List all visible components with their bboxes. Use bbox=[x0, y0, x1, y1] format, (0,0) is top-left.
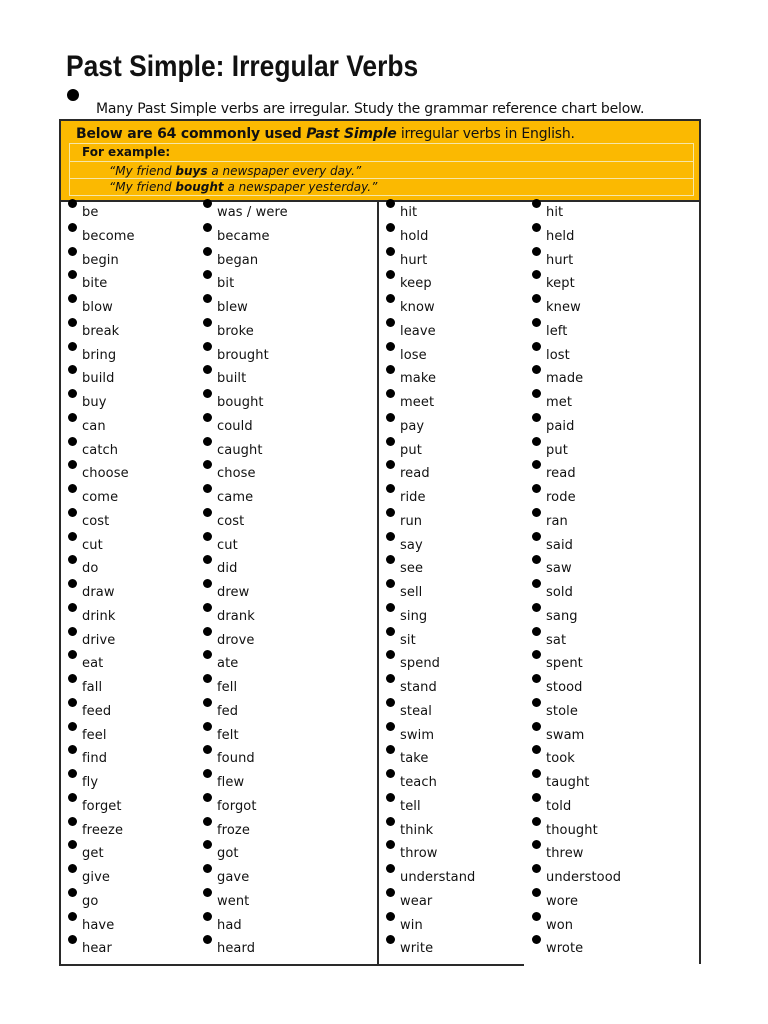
verb-base: pay bbox=[400, 418, 425, 434]
bullet-icon bbox=[68, 627, 77, 636]
bullet-icon bbox=[532, 864, 541, 873]
verb-past: found bbox=[217, 751, 255, 767]
banner-heading bbox=[76, 126, 575, 142]
bullet-icon bbox=[203, 864, 212, 873]
bullet-icon bbox=[203, 912, 212, 921]
bullet-icon bbox=[203, 508, 212, 517]
verb-base: eat bbox=[82, 656, 104, 672]
verb-past: did bbox=[217, 561, 238, 577]
bullet-icon bbox=[386, 437, 395, 446]
bullet-icon bbox=[68, 413, 77, 422]
bullet-icon bbox=[68, 864, 77, 873]
bullet-icon bbox=[532, 484, 541, 493]
verb-past: sang bbox=[546, 608, 578, 624]
verb-base: bite bbox=[82, 276, 108, 292]
verb-base: give bbox=[82, 870, 110, 885]
verb-base: think bbox=[400, 822, 434, 838]
bullet-icon bbox=[386, 247, 395, 256]
verb-past: wrote bbox=[546, 941, 584, 957]
verb-base: make bbox=[400, 371, 437, 387]
bullet-icon bbox=[532, 389, 541, 398]
bullet-icon bbox=[68, 389, 77, 398]
bullet-icon bbox=[203, 769, 212, 778]
bullet-icon bbox=[386, 912, 395, 921]
verb-base: wear bbox=[400, 893, 433, 909]
bullet-icon bbox=[532, 223, 541, 232]
verb-base: cut bbox=[82, 537, 103, 553]
verb-past: ran bbox=[546, 513, 568, 529]
verb-base: fly bbox=[82, 775, 99, 790]
bullet-icon bbox=[532, 294, 541, 303]
bullet-icon bbox=[386, 532, 395, 541]
bullet-icon bbox=[386, 864, 395, 873]
verb-past: drank bbox=[217, 608, 255, 624]
verb-base: sing bbox=[400, 608, 428, 624]
verb-past: held bbox=[546, 228, 575, 244]
bullet-icon bbox=[68, 294, 77, 303]
example-label-row bbox=[70, 144, 693, 162]
verb-past: built bbox=[217, 371, 247, 387]
bullet-icon bbox=[532, 698, 541, 707]
ex2-bold: bought bbox=[175, 180, 224, 194]
table-divider-middle bbox=[377, 202, 379, 966]
verb-base: put bbox=[400, 442, 422, 458]
bullet-icon bbox=[532, 674, 541, 683]
verb-past: won bbox=[546, 917, 574, 933]
verb-base: break bbox=[82, 323, 120, 339]
verb-base: fall bbox=[82, 680, 103, 695]
bullet-icon bbox=[68, 342, 77, 351]
verb-base: sit bbox=[400, 632, 416, 648]
verb-base: ride bbox=[400, 490, 426, 505]
verb-past: wore bbox=[546, 893, 579, 909]
verb-base: go bbox=[82, 893, 99, 909]
bullet-icon bbox=[386, 603, 395, 612]
verb-base: stand bbox=[400, 680, 437, 695]
bullet-icon bbox=[532, 722, 541, 731]
verb-base: drink bbox=[82, 608, 116, 624]
verb-past: got bbox=[217, 846, 239, 862]
verb-base: catch bbox=[82, 442, 119, 458]
verb-base: bring bbox=[82, 347, 117, 363]
verb-past: stood bbox=[546, 680, 583, 695]
verb-past: went bbox=[217, 893, 250, 909]
example-sentence-present bbox=[109, 164, 361, 178]
bullet-icon bbox=[203, 413, 212, 422]
verb-base: feel bbox=[82, 727, 107, 743]
verb-past: made bbox=[546, 371, 584, 387]
bullet-icon bbox=[532, 199, 541, 208]
verb-past: had bbox=[217, 917, 242, 933]
intro-text: Many Past Simple verbs are irregular. Study the grammar reference chart below. bbox=[96, 101, 645, 117]
ex1-pre: “My friend bbox=[109, 164, 176, 178]
bullet-icon bbox=[68, 603, 77, 612]
verb-past: blew bbox=[217, 300, 248, 315]
verb-base: spend bbox=[400, 656, 441, 672]
bullet-icon bbox=[386, 508, 395, 517]
bullet-icon bbox=[68, 532, 77, 541]
verb-past: paid bbox=[546, 418, 575, 434]
bullet-icon bbox=[203, 223, 212, 232]
verb-base: win bbox=[400, 917, 423, 933]
verb-base: do bbox=[82, 561, 99, 577]
bullet-icon bbox=[68, 318, 77, 327]
verb-past: broke bbox=[217, 323, 254, 339]
verb-base: drive bbox=[82, 632, 116, 648]
verb-past: flew bbox=[217, 775, 245, 790]
bullet-icon bbox=[532, 413, 541, 422]
bullet-icon bbox=[68, 437, 77, 446]
verb-past: knew bbox=[546, 300, 581, 315]
bullet-icon bbox=[203, 817, 212, 826]
bullet-icon bbox=[68, 888, 77, 897]
verb-past: put bbox=[546, 442, 568, 458]
verb-base: take bbox=[400, 751, 429, 767]
bullet-icon bbox=[68, 722, 77, 731]
verb-past: met bbox=[546, 395, 573, 410]
verb-base: understand bbox=[400, 870, 476, 885]
banner-heading-italic: Past Simple bbox=[306, 126, 397, 142]
verb-base: freeze bbox=[82, 822, 124, 838]
verb-past: froze bbox=[217, 822, 250, 838]
bullet-icon bbox=[532, 603, 541, 612]
bullet-icon bbox=[68, 674, 77, 683]
bullet-icon bbox=[386, 793, 395, 802]
bullet-icon bbox=[203, 579, 212, 588]
verb-past: spent bbox=[546, 656, 583, 672]
verb-past: fed bbox=[217, 703, 239, 719]
verb-past: stole bbox=[546, 703, 578, 719]
verb-base: hear bbox=[82, 941, 112, 957]
bullet-icon bbox=[203, 674, 212, 683]
bullet-icon bbox=[68, 579, 77, 588]
verb-past: hit bbox=[546, 205, 564, 220]
verb-past: caught bbox=[217, 442, 263, 458]
verb-base: keep bbox=[400, 276, 432, 292]
bullet-icon bbox=[68, 698, 77, 707]
example-row-1 bbox=[70, 162, 693, 179]
bullet-icon bbox=[532, 579, 541, 588]
verb-past: felt bbox=[217, 727, 239, 743]
verb-past: rode bbox=[546, 490, 576, 505]
bullet-icon bbox=[532, 318, 541, 327]
bullet-icon bbox=[532, 817, 541, 826]
verb-past: kept bbox=[546, 276, 575, 292]
verb-past: bit bbox=[217, 276, 235, 292]
ex1-post: a newspaper every day.” bbox=[207, 164, 362, 178]
verb-past: fell bbox=[217, 680, 238, 695]
verb-base: forget bbox=[82, 798, 122, 814]
verb-past: cost bbox=[217, 513, 245, 529]
verb-past: lost bbox=[546, 347, 570, 363]
verb-base: leave bbox=[400, 323, 436, 339]
bullet-icon bbox=[203, 532, 212, 541]
verb-past: bought bbox=[217, 395, 264, 410]
bullet-icon bbox=[386, 342, 395, 351]
bullet-icon bbox=[532, 342, 541, 351]
verb-base: sell bbox=[400, 585, 423, 600]
page-title: Past Simple: Irregular Verbs bbox=[66, 50, 419, 83]
verb-base: run bbox=[400, 513, 423, 529]
verb-base: meet bbox=[400, 395, 435, 410]
bullet-icon bbox=[203, 627, 212, 636]
bullet-icon bbox=[68, 912, 77, 921]
verb-past: gave bbox=[217, 870, 250, 885]
bullet-icon bbox=[532, 888, 541, 897]
bullet-icon bbox=[532, 437, 541, 446]
example-row-2 bbox=[70, 179, 693, 196]
verb-base: find bbox=[82, 751, 108, 767]
verb-past: began bbox=[217, 252, 259, 268]
verb-past: read bbox=[546, 466, 576, 482]
bullet-icon bbox=[68, 817, 77, 826]
bullet-icon bbox=[532, 627, 541, 636]
bullet-icon bbox=[386, 199, 395, 208]
verb-base: hurt bbox=[400, 252, 428, 268]
bullet-icon bbox=[203, 294, 212, 303]
bullet-icon bbox=[68, 508, 77, 517]
verb-past: drove bbox=[217, 632, 255, 648]
bullet-icon bbox=[203, 247, 212, 256]
verb-past: told bbox=[546, 798, 572, 814]
bullet-icon bbox=[386, 769, 395, 778]
bullet-icon bbox=[532, 508, 541, 517]
info-banner bbox=[59, 119, 701, 202]
verb-base: come bbox=[82, 490, 119, 505]
bullet-icon bbox=[203, 437, 212, 446]
bullet-icon bbox=[386, 223, 395, 232]
verb-past: saw bbox=[546, 561, 572, 577]
verb-base: lose bbox=[400, 347, 427, 363]
bullet-icon bbox=[67, 89, 79, 101]
bullet-icon bbox=[203, 698, 212, 707]
verb-base: steal bbox=[400, 703, 432, 719]
verb-base: write bbox=[400, 941, 434, 957]
verb-base: read bbox=[400, 466, 430, 482]
example-sentence-past bbox=[109, 180, 377, 194]
verb-past: sat bbox=[546, 632, 567, 648]
table-gap bbox=[524, 964, 701, 967]
verb-past: chose bbox=[217, 466, 256, 482]
verb-past: brought bbox=[217, 347, 269, 363]
bullet-icon bbox=[386, 484, 395, 493]
bullet-icon bbox=[68, 199, 77, 208]
verb-base: blow bbox=[82, 300, 113, 315]
verb-past: was / were bbox=[217, 205, 288, 220]
ex2-pre: “My friend bbox=[109, 180, 176, 194]
bullet-icon bbox=[203, 199, 212, 208]
bullet-icon bbox=[203, 603, 212, 612]
bullet-icon bbox=[386, 674, 395, 683]
verb-past: hurt bbox=[546, 252, 574, 268]
bullet-icon bbox=[532, 247, 541, 256]
bullet-icon bbox=[386, 817, 395, 826]
bullet-icon bbox=[203, 888, 212, 897]
bullet-icon bbox=[68, 793, 77, 802]
verb-base: feed bbox=[82, 703, 112, 719]
verb-past: heard bbox=[217, 941, 256, 957]
verb-past: drew bbox=[217, 585, 250, 600]
bullet-icon bbox=[68, 223, 77, 232]
verb-past: said bbox=[546, 537, 574, 553]
verb-past: swam bbox=[546, 727, 585, 743]
example-label: For example: bbox=[82, 145, 171, 159]
bullet-icon bbox=[386, 318, 395, 327]
example-box bbox=[69, 143, 694, 196]
verb-base: hit bbox=[400, 205, 418, 220]
verb-past: taught bbox=[546, 775, 590, 790]
bullet-icon bbox=[203, 389, 212, 398]
verb-past: became bbox=[217, 228, 270, 244]
verb-base: can bbox=[82, 418, 106, 434]
verb-base: buy bbox=[82, 395, 107, 410]
table-divider-right bbox=[699, 202, 701, 966]
verb-base: choose bbox=[82, 466, 129, 482]
bullet-icon bbox=[386, 579, 395, 588]
banner-heading-part2: irregular verbs in English. bbox=[396, 126, 575, 142]
verb-base: swim bbox=[400, 727, 435, 743]
ex2-post: a newspaper yesterday.” bbox=[223, 180, 378, 194]
bullet-icon bbox=[203, 342, 212, 351]
verb-base: tell bbox=[400, 798, 421, 814]
bullet-icon bbox=[532, 793, 541, 802]
banner-heading-part1: Below are 64 commonly used bbox=[76, 126, 307, 142]
verb-past: cut bbox=[217, 537, 238, 553]
verb-base: be bbox=[82, 205, 99, 220]
verb-base: cost bbox=[82, 513, 110, 529]
bullet-icon bbox=[68, 484, 77, 493]
verb-table bbox=[59, 202, 701, 966]
bullet-icon bbox=[386, 722, 395, 731]
bullet-icon bbox=[386, 698, 395, 707]
verb-base: begin bbox=[82, 252, 119, 268]
bullet-icon bbox=[203, 722, 212, 731]
bullet-icon bbox=[68, 247, 77, 256]
bullet-icon bbox=[532, 532, 541, 541]
bullet-icon bbox=[532, 912, 541, 921]
verb-base: throw bbox=[400, 846, 438, 862]
verb-base: draw bbox=[82, 585, 115, 600]
verb-base: have bbox=[82, 917, 115, 933]
verb-past: forgot bbox=[217, 798, 257, 814]
verb-past: sold bbox=[546, 585, 573, 600]
verb-base: hold bbox=[400, 228, 429, 244]
verb-base: say bbox=[400, 537, 423, 553]
verb-base: know bbox=[400, 300, 435, 315]
verb-base: teach bbox=[400, 775, 437, 790]
bullet-icon bbox=[386, 627, 395, 636]
bullet-icon bbox=[203, 484, 212, 493]
verb-past: understood bbox=[546, 870, 622, 885]
verb-past: could bbox=[217, 418, 253, 434]
bullet-icon bbox=[532, 769, 541, 778]
verb-base: build bbox=[82, 371, 115, 387]
verb-past: took bbox=[546, 751, 575, 767]
bullet-icon bbox=[203, 318, 212, 327]
verb-base: get bbox=[82, 846, 104, 862]
ex1-bold: buys bbox=[175, 164, 208, 178]
verb-past: came bbox=[217, 490, 254, 505]
bullet-icon bbox=[386, 294, 395, 303]
bullet-icon bbox=[203, 793, 212, 802]
bullet-icon bbox=[68, 769, 77, 778]
verb-past: threw bbox=[546, 846, 584, 862]
verb-base: become bbox=[82, 228, 135, 244]
bullet-icon bbox=[386, 888, 395, 897]
verb-past: ate bbox=[217, 656, 239, 672]
verb-past: left bbox=[546, 323, 568, 339]
verb-past: thought bbox=[546, 822, 598, 838]
verb-base: see bbox=[400, 561, 424, 577]
bullet-icon bbox=[386, 389, 395, 398]
bullet-icon bbox=[386, 413, 395, 422]
